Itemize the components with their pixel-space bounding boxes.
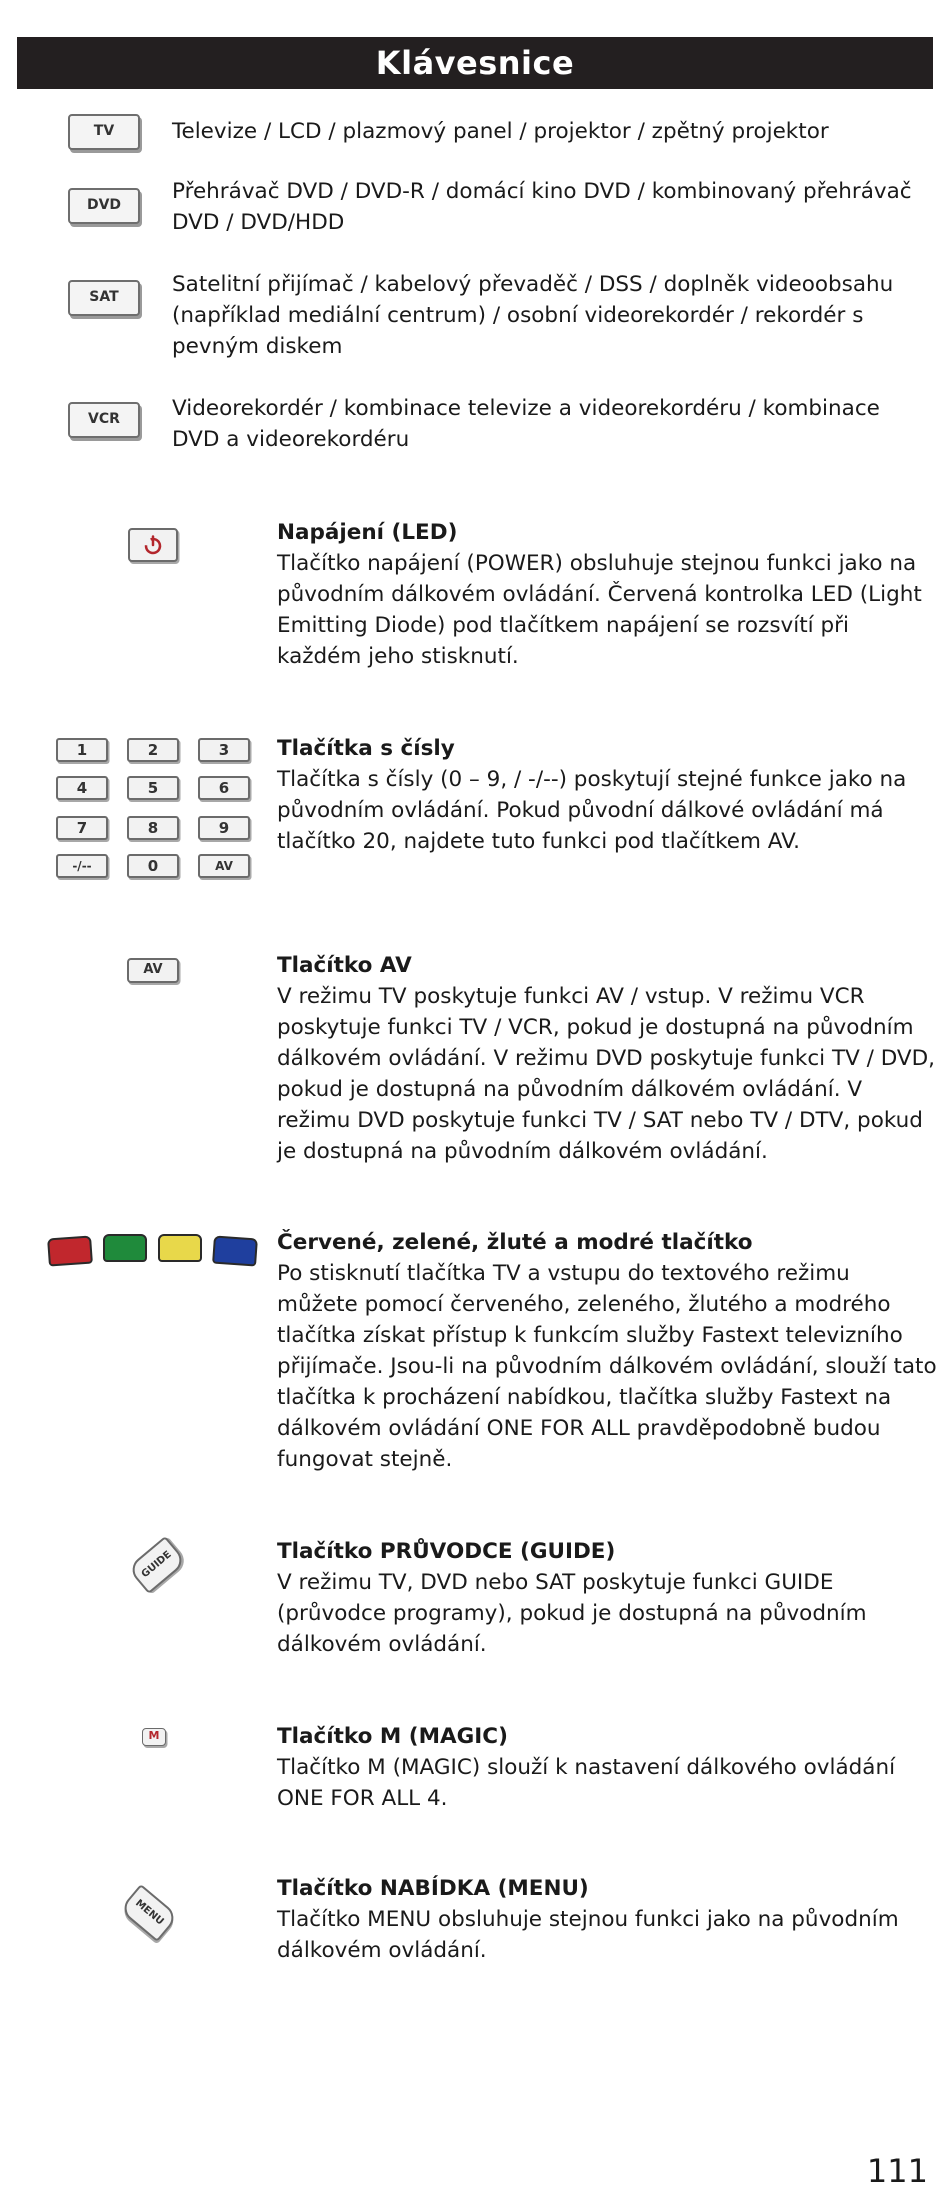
section-title: Tlačítka s čísly [277,736,455,761]
number-key: 1 [56,738,108,762]
blue-button-icon [212,1235,258,1266]
power-button-icon [128,528,178,562]
av-key: AV [198,854,250,878]
dvd-key-icon: DVD [68,188,140,224]
number-key: 6 [198,776,250,800]
section-body: Tlačítko M (MAGIC) slouží k nastavení dálkového ovládání ONE FOR ALL 4. [277,1755,896,1811]
av-section [277,950,937,1167]
menu-section [277,1873,937,1966]
menu-key-icon: MENU [119,1884,179,1942]
number-key: 3 [198,738,250,762]
section-title: Tlačítko AV [277,953,412,978]
guide-section [277,1536,937,1660]
section-title: Červené, zelené, žluté a modré tlačítko [277,1230,753,1255]
mode-description: Televize / LCD / plazmový panel / projektor / zpětný projektor [172,119,829,144]
section-body: V režimu TV, DVD nebo SAT poskytuje funkci GUIDE (průvodce programy), pokud je dostupná na původním dálkovém ovládání. [277,1570,867,1657]
section-body: Tlačítko MENU obsluhuje stejnou funkci jako na původním dálkovém ovládání. [277,1907,899,1963]
page-title: Klávesnice [17,37,933,89]
section-title: Napájení (LED) [277,520,458,545]
mode-description: Videorekordér / kombinace televize a videorekordéru / kombinace DVD a videorekordéru [172,396,880,452]
section-title: Tlačítko PRŮVODCE (GUIDE) [277,1539,616,1564]
guide-key-icon: GUIDE [127,1536,187,1594]
section-title: Tlačítko NABÍDKA (MENU) [277,1876,589,1901]
mode-description: Přehrávač DVD / DVD-R / domácí kino DVD / kombinovaný přehrávač DVD / DVD/HDD [172,179,912,235]
section-title: Tlačítko M (MAGIC) [277,1724,508,1749]
mode-description: Satelitní přijímač / kabelový převaděč / DSS / doplněk videoobsahu (například mediální centrum) / osobní videorekordér / rekordér s pevným diskem [172,272,894,359]
dash-key: -/-- [56,854,108,878]
magic-key-icon: M [142,1728,166,1746]
number-key: 4 [56,776,108,800]
number-key: 5 [127,776,179,800]
power-symbol-icon [130,530,176,560]
number-key: 8 [127,816,179,840]
red-button-icon [47,1235,93,1266]
section-body: Po stisknutí tlačítka TV a vstupu do textového režimu můžete pomocí červeného, zeleného, žlutého a modrého tlačítka získat přístup k funkcím služby Fastext televizního přijímače. Jsou-li na původním dálkovém ovládání, slouží tato tlačítka k procházení nabídkou, tlačítka služby Fastext na dálkovém ovládání ONE FOR ALL pravděpodobně budou fungovat stejně. [277,1261,937,1472]
av-key-icon: AV [127,958,179,983]
vcr-key-icon: VCR [68,402,140,438]
green-button-icon [103,1234,147,1262]
number-key: 9 [198,816,250,840]
tv-key-icon: TV [68,114,140,150]
yellow-button-icon [158,1234,202,1262]
number-keypad-icon [56,738,252,880]
magic-section [277,1721,937,1814]
section-body: Tlačítko napájení (POWER) obsluhuje stejnou funkci jako na původním dálkovém ovládání. Červená kontrolka LED (Light Emitting Diode) pod tlačítkem napájení se rozsvítí při každém jeho stisknutí. [277,551,922,669]
number-key: 2 [127,738,179,762]
number-key: 0 [127,854,179,878]
page-number: 111 [866,2152,928,2190]
color-buttons-section [277,1227,937,1475]
number-key: 7 [56,816,108,840]
sat-key-icon: SAT [68,280,140,316]
numbers-section [277,733,937,857]
section-body: Tlačítka s čísly (0 – 9, / -/--) poskytují stejné funkce jako na původním ovládání. Pokud původní dálkové ovládání má tlačítko 20, najdete tuto funkci pod tlačítkem AV. [277,767,907,854]
power-section [277,517,937,672]
section-body: V režimu TV poskytuje funkci AV / vstup. V režimu VCR poskytuje funkci TV / VCR, pokud je dostupná na původním dálkovém ovládání. V režimu DVD poskytuje funkci TV / DVD, pokud je dostupná na původním dálkovém ovládání. V režimu DVD poskytuje funkci TV / SAT nebo TV / DTV, pokud je dostupná na původním dálkovém ovládání. [277,984,935,1164]
